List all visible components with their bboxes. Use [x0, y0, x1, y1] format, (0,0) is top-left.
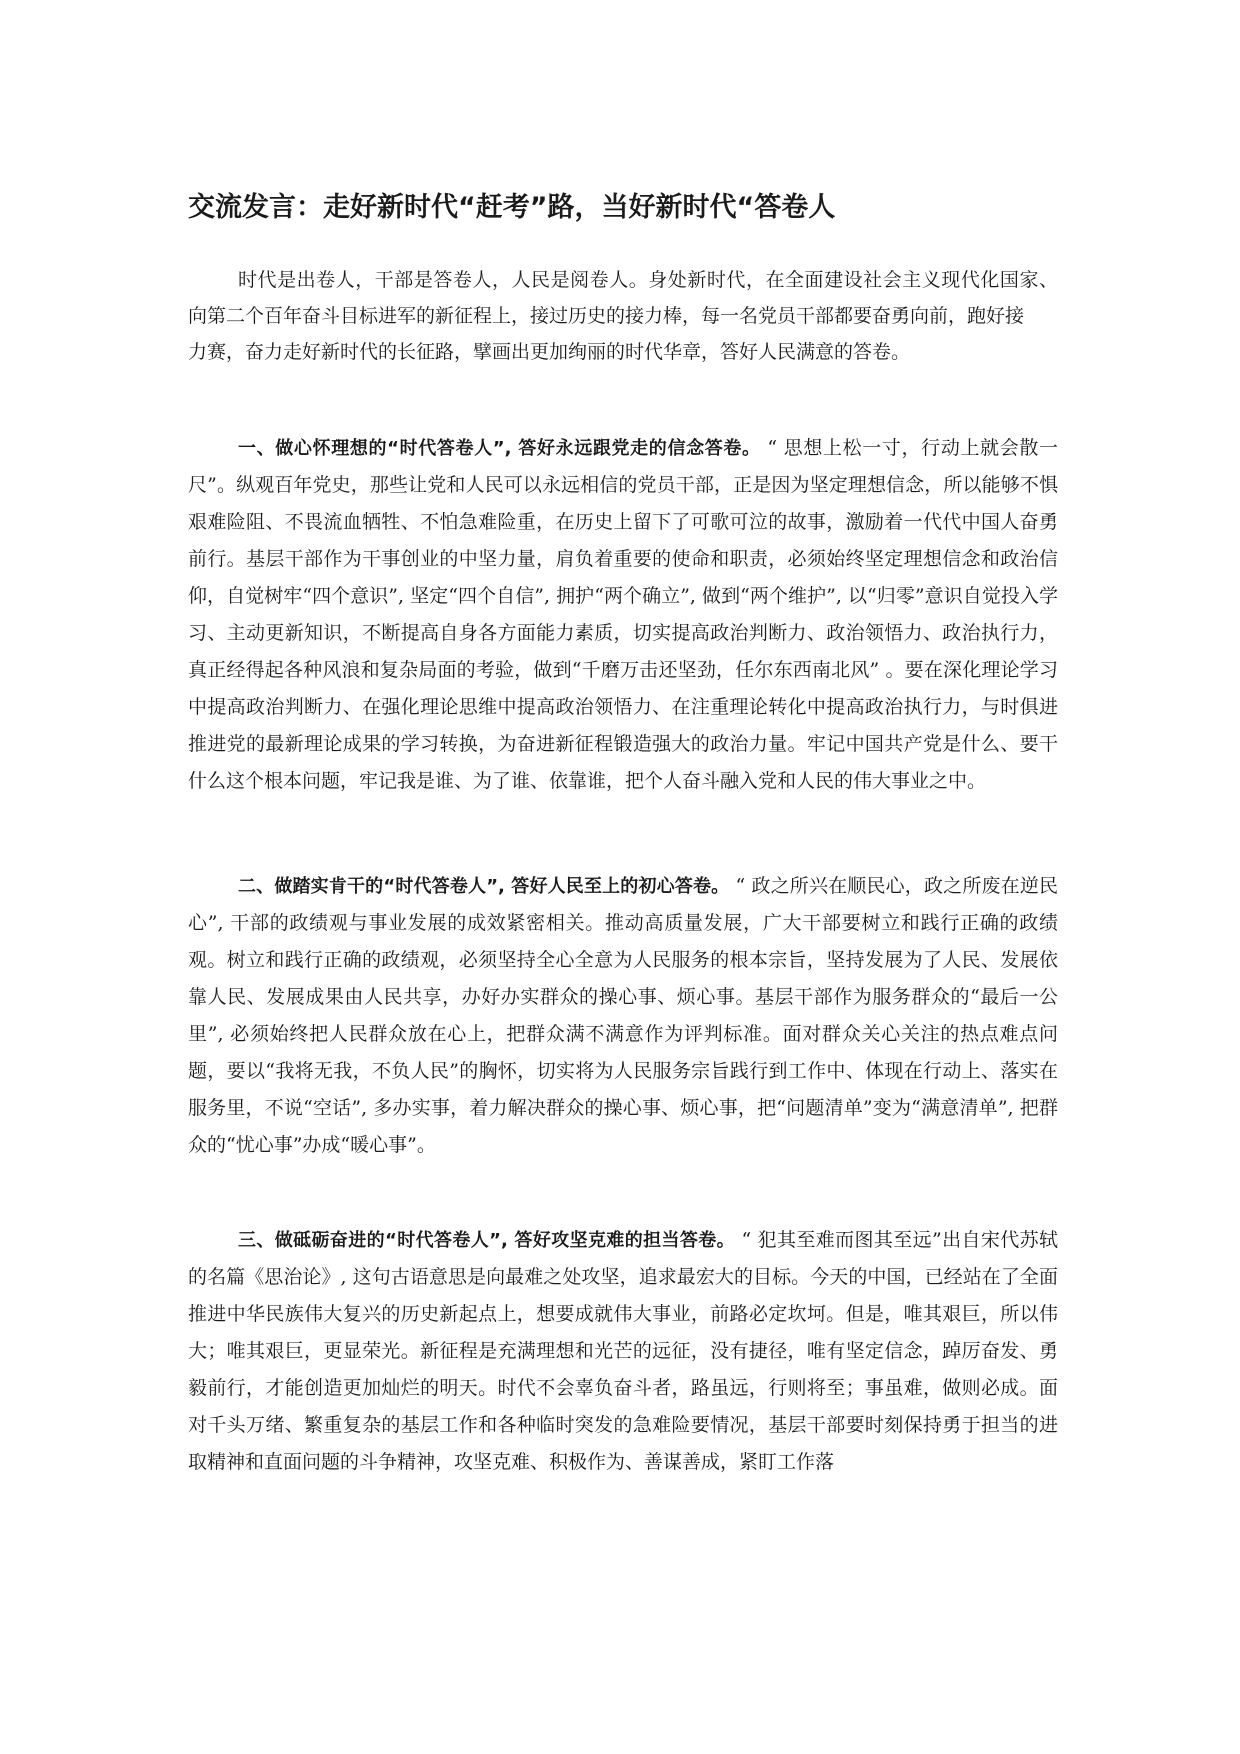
section-heading-1: 一、做心怀理想的“时代答卷人”, 答好永远跟党走的信念答卷。 [238, 438, 761, 459]
section-heading-3: 三、做砥砺奋进的“时代答卷人”, 答好攻坚克难的担当答卷。 [238, 1230, 736, 1251]
section-paragraph-1 [188, 430, 1058, 800]
intro-paragraph [188, 262, 1058, 370]
section-body-3: “ 犯其至难而图其至远”出自宋代苏轼的名篇《思治论》, 这句古语意思是向最难之处攻坚，追求最宏大的目标。今天的中国，已经站在了全面推进中华民族伟大复兴的历史新起点上，想要成就伟大事业，前路必定坎坷。但是，唯其艰巨，所以伟大；唯其艰巨，更显荣光。新征程是充满理想和光芒的远征，没有捷径，唯有坚定信念，踔厉奋发、勇毅前行，才能创造更加灿烂的明天。时代不会辜负奋斗者，路虽远，行则将至；事虽难，做则必成。面对千头万绪、繁重复杂的基层工作和各种临时突发的急难险要情况，基层干部要时刻保持勇于担当的进取精神和直面问题的斗争精神，攻坚克难、积极作为、善谋善成，紧盯工作落 [188, 1229, 1058, 1473]
intro-text: 时代是出卷人，干部是答卷人，人民是阅卷人。身处新时代，在全面建设社会主义现代化国家、 向第二个百年奋斗目标进军的新征程上，接过历史的接力棒，每一名党员干部都要奋勇向前，跑好接 [188, 269, 1058, 327]
section-heading-2: 二、做踏实肯干的“时代答卷人”, 答好人民至上的初心答卷。 [238, 876, 730, 897]
section-body-1: “ 思想上松一寸，行动上就会散一尺”。纵观百年党史，那些让党和人民可以永远相信的党员干部，正是因为坚定理想信念，所以能够不惧艰难险阻、不畏流血牺牲、不怕急难险重，在历史上留下了可歌可泣的故事，激励着一代代中国人奋勇前行。基层干部作为干事创业的中坚力量，肩负着重要的使命和职责，必须始终坚定理想信念和政治信仰，自觉树牢“四个意识”, 坚定“四个自信”, 拥护“两个确立”, 做到“两个维护”, 以“归零”意识自觉投入学习、主动更新知识，不断提高自身各方面能力素质，切实提高政治判断力、政治领悟力、政治执行力，真正经得起各种风浪和复杂局面的考验，做到“千磨万击还坚劲，任尔东西南北风” 。要在深化理论学习中提高政治判断力、在强化理论思维中提高政治领悟力、在注重理论转化中提高政治执行力，与时俱进推进党的最新理论成果的学习转换，为奋进新征程锻造强大的政治力量。牢记中国共产党是什么、要干什么这个根本问题，牢记我是谁、为了谁、依靠谁，把个人奋斗融入党和人民的伟大事业之中。 [188, 437, 1059, 792]
section-body-2: “ 政之所兴在顺民心，政之所废在逆民心”, 干部的政绩观与事业发展的成效紧密相关。推动高质量发展，广大干部要树立和践行正确的政绩观。树立和践行正确的政绩观，必须坚持全心全意为人民服务的根本宗旨，坚持发展为了人民、发展依靠人民、发展成果由人民共享，办好办实群众的操心事、烦心事。基层干部作为服务群众的“最后一公里”, 必须始终把人民群众放在心上，把群众满不满意作为评判标准。面对群众关心关注的热点难点问题，要以“我将无我，不负人民”的胸怀，切实将为人民服务宗旨践行到工作中、体现在行动上、落实在服务里，不说“空话”, 多办实事，着力解决群众的操心事、烦心事，把“问题清单”变为“满意清单”, 把群众的“忧心事”办成“暖心事”。 [188, 875, 1058, 1156]
section-paragraph-3 [188, 1222, 1058, 1481]
section-paragraph-2 [188, 868, 1058, 1164]
document-title: 交流发言：走好新时代“赶考”路，当好新时代“答卷人 [188, 192, 836, 223]
intro-text-continued: 力赛，奋力走好新时代的长征路，擘画出更加绚丽的时代华章，答好人民满意的答卷。 [188, 341, 911, 363]
